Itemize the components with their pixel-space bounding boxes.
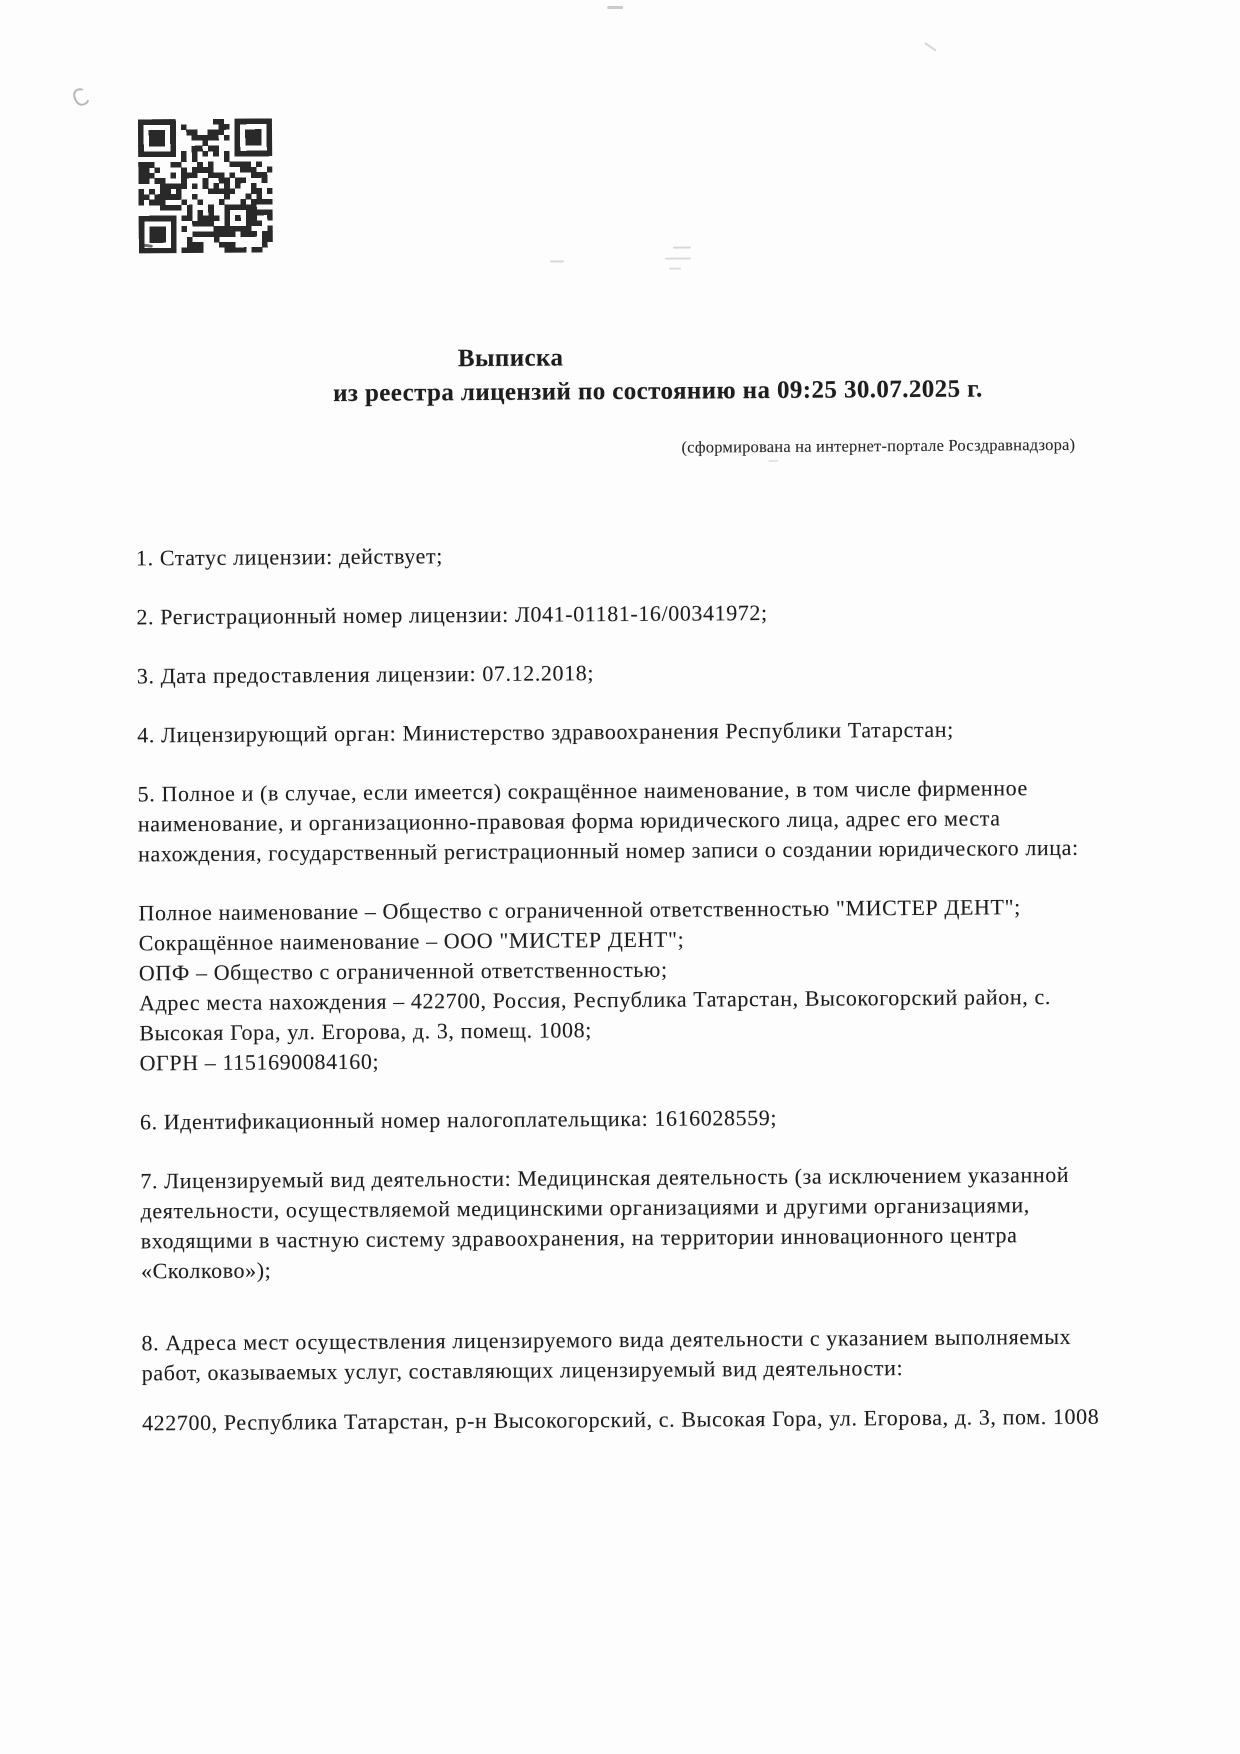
- scan-artifact: [768, 460, 778, 462]
- licensing-authority: 4. Лицензирующий орган: Министерство здравоохранения Республики Татарстан;: [137, 716, 954, 748]
- org-naming-heading: 5. Полное и (в случае, если имеется) сокращённое наименование, в том числе фирменное наименование, и организационно-правовая форма юридического лица, адрес его места нахождения, государственный регистрационный номер записи о создании юридического лица:: [137, 775, 1079, 867]
- license-registration-number: 2. Регистрационный номер лицензии: Л041-01181-16/00341972;: [136, 599, 768, 630]
- scan-artifact: [607, 6, 623, 9]
- license-grant-date: 3. Дата предоставления лицензии: 07.12.2018;: [136, 660, 595, 689]
- scan-artifact: [669, 268, 681, 270]
- scan-artifact: [550, 260, 564, 262]
- document-title: Выписка: [457, 344, 564, 373]
- taxpayer-id: 6. Идентификационный номер налогоплательщика: 1616028559;: [139, 1104, 778, 1135]
- scan-artifact: [673, 246, 691, 248]
- scan-artifact: [924, 42, 937, 52]
- scan-artifact: [665, 257, 691, 259]
- pencil-mark-artifact: [71, 85, 92, 108]
- activity-address: 422700, Республика Татарстан, р-н Высокогорский, с. Высокая Гора, ул. Егорова, д. 3, пом. 1008: [141, 1403, 1100, 1436]
- org-details-block: Полное наименование – Общество с ограниченной ответственностью "МИСТЕР ДЕНТ"; Сокращённое наименование – ООО "МИСТЕР ДЕНТ"; ОПФ – Общество с ограниченной ответственностью; Адрес места нахождения – 422700, Россия, Республика Татарстан, Высокогорский район, с. Высокая Гора, ул. Егорова, д. 3, помещ. 1008; ОГРН – 1151690084160;: [138, 894, 1051, 1076]
- document-body: [136, 536, 1202, 1438]
- licensed-activity: 7. Лицензируемый вид деятельности: Медицинская деятельность (за исключением указанной деятельности, осуществляемой медицинскими организациями и другими организациями, входящими в частную систему здравоохранения, на территории инновационного центра «Сколково»);: [140, 1161, 1070, 1284]
- activity-addresses-heading: 8. Адреса мест осуществления лицензируемого вида деятельности с указанием выполняемых работ, оказываемых услуг, составляющих лицензируемый вид деятельности:: [141, 1323, 1072, 1386]
- document-title-date-line: из реестра лицензий по состоянию на 09:25 30.07.2025 г.: [332, 375, 983, 407]
- document-subtitle: (сформирована на интернет-портале Росздравнадзора): [681, 434, 1076, 457]
- qr-code-icon: [138, 118, 273, 253]
- license-status: 1. Статус лицензии: действует;: [135, 543, 443, 571]
